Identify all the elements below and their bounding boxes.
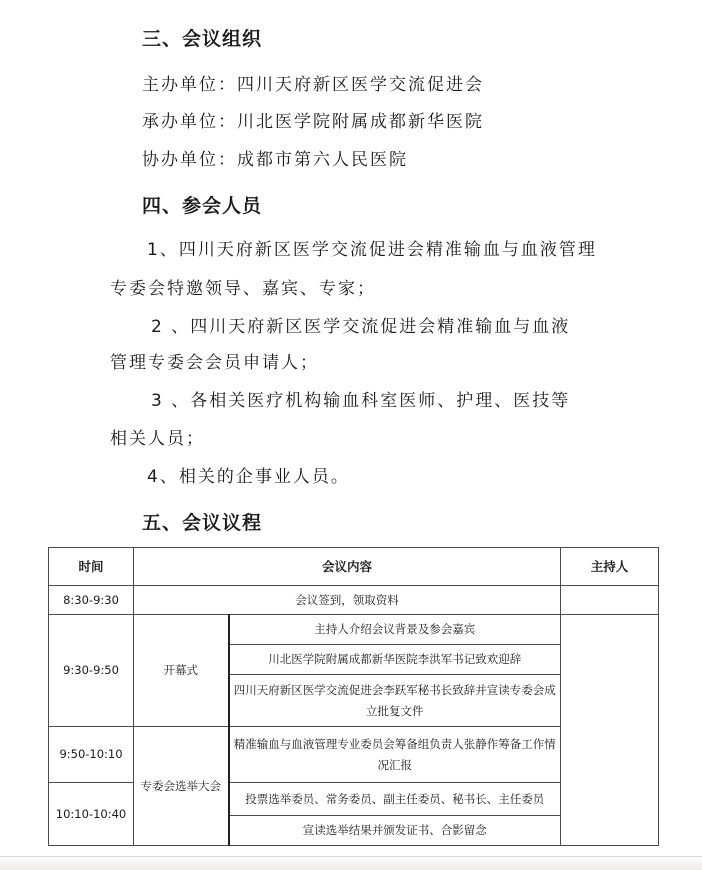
row-time: 9:50-10:10	[49, 727, 134, 783]
row-content: 会议签到，领取资料	[134, 586, 561, 615]
attendee-item-3-line2: 相关人员；	[110, 429, 205, 449]
agenda-table	[48, 547, 659, 846]
header-host: 主持人	[561, 548, 659, 586]
attendee-item-2-line2: 管理专委会会员申请人；	[110, 353, 319, 373]
organizer-unit: 承办单位：川北医学院附属成都新华医院	[142, 112, 484, 132]
table-header-row	[49, 548, 659, 586]
agenda-item: 主持人介绍会议背景及参会嘉宾	[229, 615, 561, 645]
header-content: 会议内容	[134, 548, 561, 586]
session-name: 专委会选举大会	[134, 727, 229, 846]
host-unit: 主办单位：四川天府新区医学交流促进会	[142, 75, 484, 95]
agenda-item: 宣读选举结果并颁发证书、合影留念	[229, 816, 561, 846]
row-host	[561, 615, 659, 846]
attendee-item-1-line2: 专委会特邀领导、嘉宾、专家；	[110, 279, 376, 299]
section-5-title: 五、会议议程	[142, 512, 263, 534]
session-name: 开幕式	[134, 615, 229, 727]
agenda-item: 精准输血与血液管理专业委员会筹备组负责人张静作筹备工作情况汇报	[229, 727, 561, 783]
row-time: 8:30-9:30	[49, 586, 134, 615]
row-time: 10:10-10:40	[49, 783, 134, 846]
attendee-item-1-line1: 1、四川天府新区医学交流促进会精准输血与血液管理	[147, 240, 597, 260]
table-row	[49, 586, 659, 615]
header-time: 时间	[49, 548, 134, 586]
co-organizer-unit: 协办单位：成都市第六人民医院	[142, 150, 408, 170]
attendee-item-3-line1: 3 、各相关医疗机构输血科室医师、护理、医技等	[151, 391, 571, 411]
row-host	[561, 586, 659, 615]
agenda-item: 四川天府新区医学交流促进会李跃军秘书长致辞并宣读专委会成立批复文件	[229, 675, 561, 727]
section-4-title: 四、参会人员	[142, 195, 263, 217]
scan-edge	[0, 856, 702, 870]
attendee-item-2-line1: 2 、四川天府新区医学交流促进会精准输血与血液	[151, 317, 571, 337]
agenda-item: 投票选举委员、常务委员、副主任委员、秘书长、主任委员	[229, 783, 561, 816]
agenda-item: 川北医学院附属成都新华医院李洪军书记致欢迎辞	[229, 645, 561, 675]
row-time: 9:30-9:50	[49, 615, 134, 727]
attendee-item-4: 4、相关的企事业人员。	[147, 467, 350, 487]
section-3-title: 三、会议组织	[142, 28, 263, 50]
table-row	[49, 615, 659, 645]
